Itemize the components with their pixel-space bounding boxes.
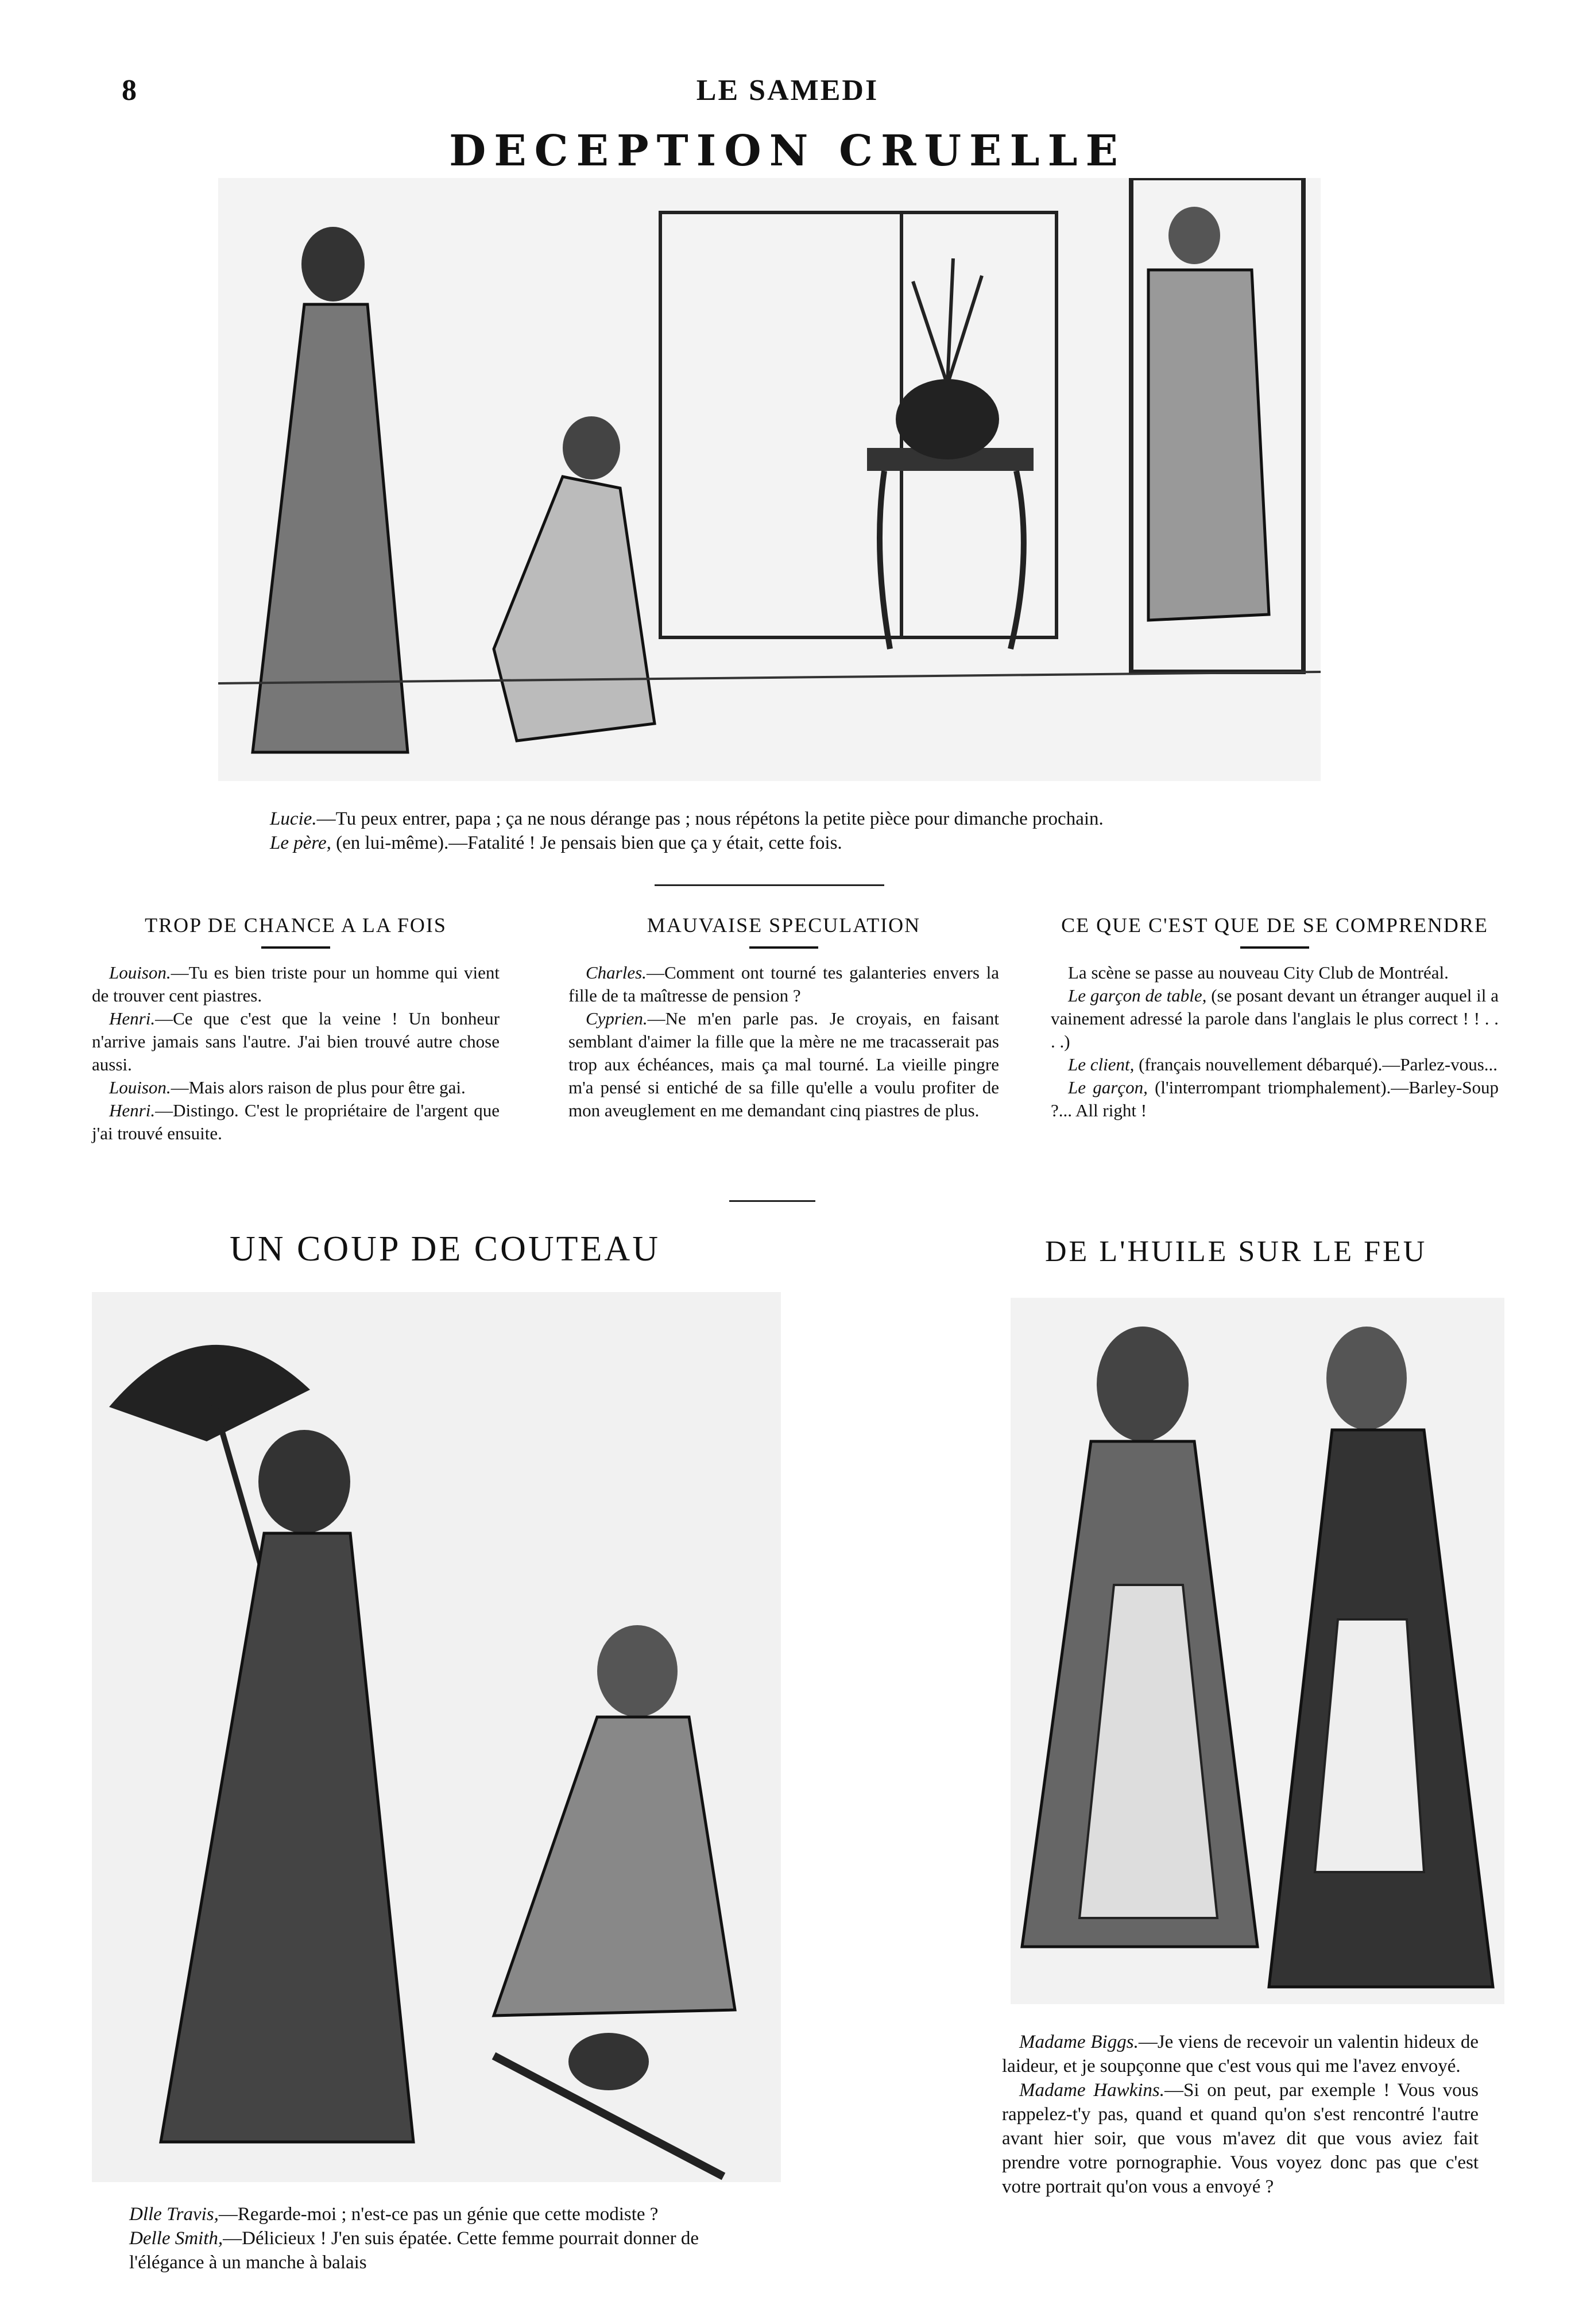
dialogue-line [568,1007,999,1122]
column-body [1051,961,1499,1122]
top-illustration [218,178,1321,781]
running-head: LE SAMEDI [696,74,879,107]
right-illustration [1011,1298,1504,2004]
line-text: (français nouvellement débarqué).—Parlez-vous... [1134,1054,1498,1074]
caption-line [1002,2078,1479,2199]
caption-speaker: Dlle Travis, [129,2204,219,2225]
column-body [568,961,999,1122]
caption-speaker: Lucie. [270,809,317,829]
dialogue-line [568,961,999,1007]
separator-rule [655,884,884,886]
caption-speaker: Delle Smith, [129,2228,223,2249]
caption-line [270,807,1315,831]
page-number: 8 [122,74,137,107]
speaker: Le garçon, [1068,1077,1148,1097]
caption-text: —Tu peux entrer, papa ; ça ne nous dérange pas ; nous répétons la petite pièce pour dimanche prochain. [316,809,1104,829]
speaker: Le garçon de table, [1068,985,1207,1006]
caption-speaker: Madame Hawkins. [1019,2080,1164,2101]
speaker: Louison. [109,1077,171,1097]
dialogue-line [92,961,500,1007]
caption-line [129,2226,772,2275]
section-title-right: DE L'HUILE SUR LE FEU [1045,1235,1427,1268]
main-title: DECEPTION CRUELLE [449,126,1126,176]
caption-text: —Je viens de recevoir un valentin hideux de laideur, et je soupçonne que c'est vous qui me l'avez envoyé. [1002,2032,1479,2076]
caption-speaker: Le père, [270,833,331,853]
caption-line [270,831,1315,855]
caption-text: —Si on peut, par exemple ! Vous vous rappelez-t'y pas, quand et quand qu'on s'est rencontré l'autre avant hier soir, que vous m'avez dit que vous aviez fait prendre votre pornographie. Vous voyez donc pas que c'est votre portrait qu'on vous a envoyé ? [1002,2080,1479,2197]
line-text: —Distingo. C'est le propriétaire de l'argent que j'ai trouvé ensuite. [92,1100,500,1143]
caption-text: —Regarde-moi ; n'est-ce pas un génie que cette modiste ? [218,2204,659,2225]
dialogue-line [92,1076,500,1099]
dialogue-line [1051,1076,1499,1122]
dialogue-line [92,1099,500,1145]
line-text: —Ne m'en parle pas. Je croyais, en faisant semblant d'aimer la fille que la mère ne me tracasserait pas trop aux échéances, mais ça mal tourné. La vieille pingre m'a pensé si entiché de sa fille qu'elle a voulu profiter de mon aveuglement en me demandant cinq piastres de plus. [568,1008,999,1120]
title-rule [261,946,330,949]
column-title: TROP DE CHANCE A LA FOIS [145,914,447,937]
column-title: CE QUE C'EST QUE DE SE COMPRENDRE [1061,914,1488,937]
speaker: Charles. [586,962,647,983]
caption-text: (en lui-même).—Fatalité ! Je pensais bien que ça y était, cette fois. [331,833,842,853]
top-caption [270,807,1315,855]
column-2 [568,913,999,1122]
caption-speaker: Madame Biggs. [1019,2032,1139,2052]
dialogue-line [1051,1053,1499,1076]
line-text: —Ce que c'est que la veine ! Un bonheur n'arrive jamais sans l'autre. J'ai bien trouvé autre chose aussi. [92,1008,500,1074]
dialogue-line [1051,984,1499,1053]
caption-line [129,2202,772,2226]
line-text: —Comment ont tourné tes galanteries envers la fille de ta maîtresse de pension ? [568,962,999,1006]
section-title-left: UN COUP DE COUTEAU [230,1229,660,1269]
caption-text: —Délicieux ! J'en suis épatée. Cette femme pourrait donner de l'élégance à un manche à balais [129,2228,699,2273]
speaker: Henri. [109,1100,156,1120]
line-text: —Tu es bien triste pour un homme qui vient de trouver cent piastres. [92,962,500,1006]
right-caption [1002,2030,1479,2199]
speaker: Louison. [109,962,171,983]
left-caption [129,2202,772,2275]
speaker: Cyprien. [586,1008,648,1028]
dialogue-line [92,1007,500,1076]
line-text: (se posant devant un étranger auquel il a vainement adressé la parole dans l'anglais le plus correct ! ! . . . .) [1051,985,1499,1051]
line-text: La scène se passe au nouveau City Club de Montréal. [1068,962,1449,983]
line-text: —Mais alors raison de plus pour être gai. [171,1077,466,1097]
speaker: Le client, [1068,1054,1135,1074]
separator-rule [729,1200,815,1202]
column-1 [92,913,500,1145]
line-text: (l'interrompant triomphalement).—Barley-Soup ?... All right ! [1051,1077,1499,1120]
column-title: MAUVAISE SPECULATION [647,914,921,937]
title-rule [749,946,818,949]
left-illustration [92,1292,781,2182]
dialogue-line [1051,961,1499,984]
column-body [92,961,500,1145]
speaker: Henri. [109,1008,156,1028]
title-rule [1240,946,1309,949]
caption-line [1002,2030,1479,2078]
column-3 [1051,913,1499,1122]
